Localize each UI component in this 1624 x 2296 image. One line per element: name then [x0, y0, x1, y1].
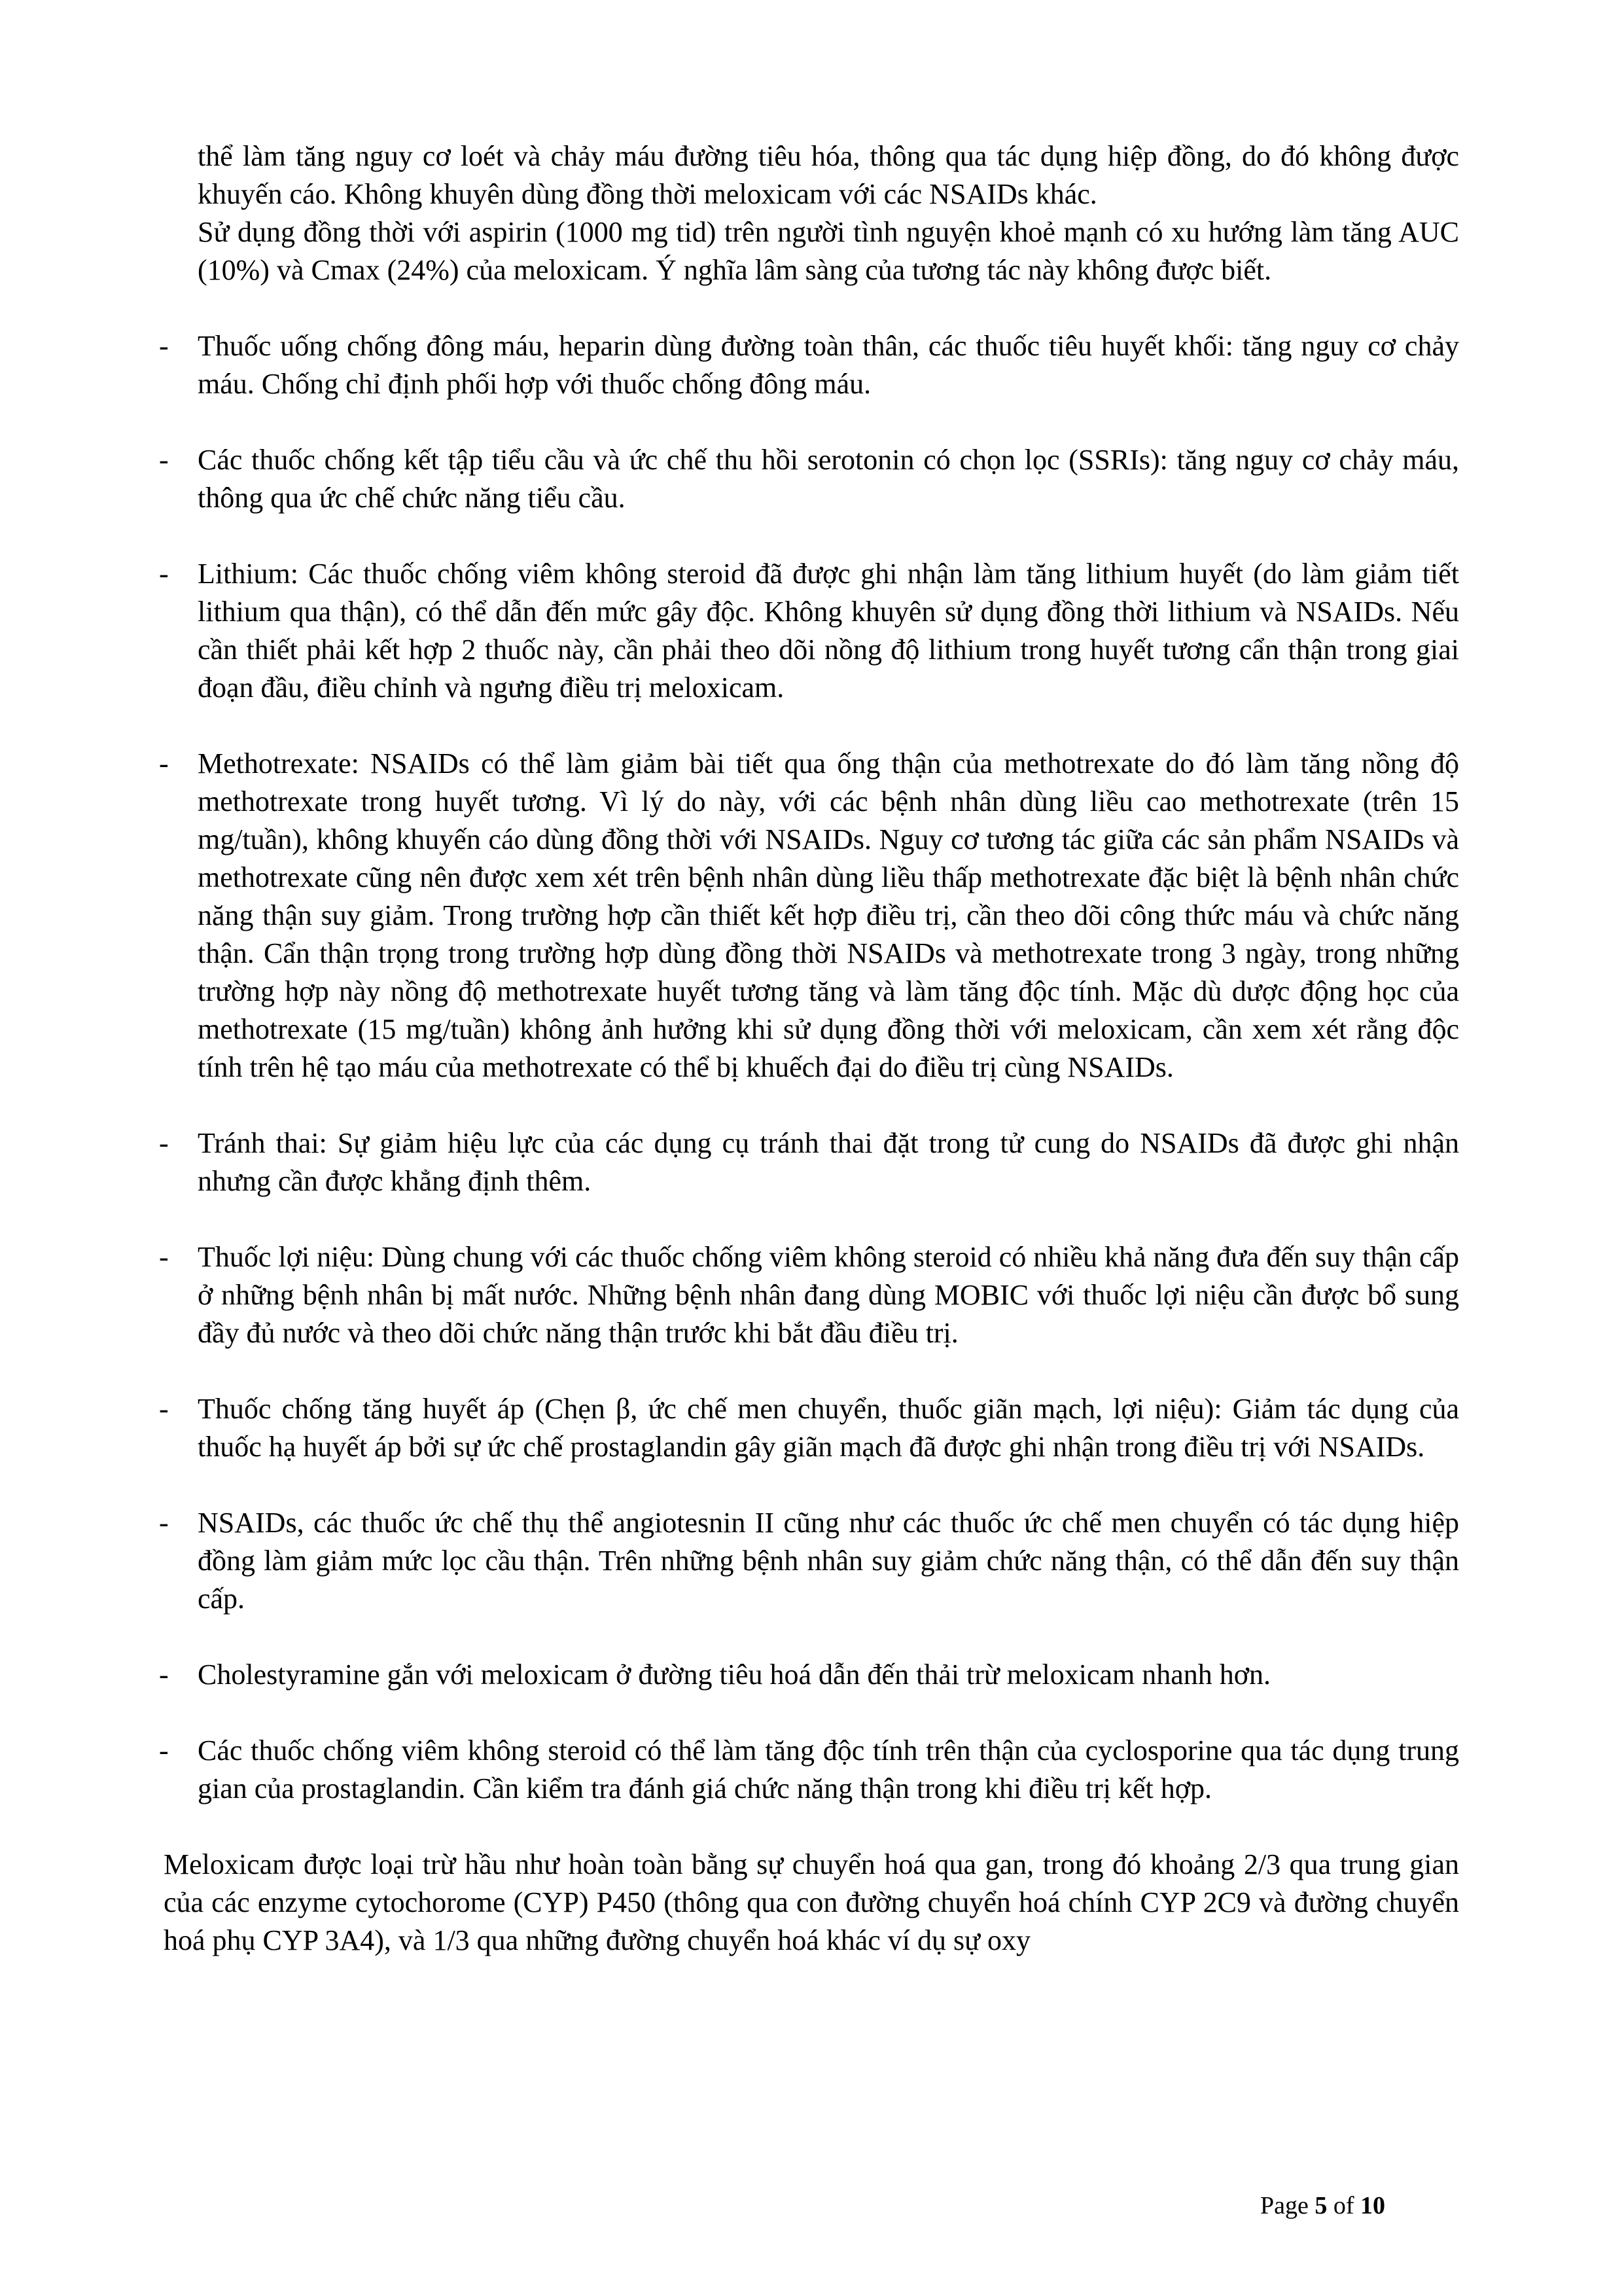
list-dash: -: [159, 330, 169, 362]
list-item: [159, 441, 1459, 517]
list-dash: -: [159, 1507, 169, 1539]
total-pages-number: 10: [1360, 2192, 1385, 2219]
list-item: [159, 1504, 1459, 1618]
list-item: [159, 327, 1459, 403]
list-item-text: Tránh thai: Sự giảm hiệu lực của các dụng cụ tránh thai đặt trong tử cung do NSAIDs đã được ghi nhận nhưng cần được khẳng định thêm.: [198, 1127, 1459, 1197]
list-dash: -: [159, 558, 169, 590]
list-item-text: Thuốc lợi niệu: Dùng chung với các thuốc chống viêm không steroid có nhiều khả năng đưa đến suy thận cấp ở những bệnh nhân bị mất nước. Những bệnh nhân đang dùng MOBIC với thuốc lợi niệu cần được bổ sung đầy đủ nước và theo dõi chức năng thận trước khi bắt đầu điều trị.: [198, 1241, 1459, 1349]
list-item: [159, 555, 1459, 707]
list-item-text: Thuốc chống tăng huyết áp (Chẹn β, ức chế men chuyển, thuốc giãn mạch, lợi niệu): Giảm tác dụng của thuốc hạ huyết áp bởi sự ức chế prostaglandin gây giãn mạch đã được ghi nhận trong điều trị với NSAIDs.: [198, 1393, 1459, 1463]
list-item: [159, 1656, 1459, 1694]
page-word: Page: [1260, 2192, 1309, 2219]
list-item-text: Thuốc uống chống đông máu, heparin dùng đường toàn thân, các thuốc tiêu huyết khối: tăng nguy cơ chảy máu. Chống chỉ định phối hợp với thuốc chống đông máu.: [198, 330, 1459, 400]
list-item-text: Các thuốc chống kết tập tiểu cầu và ức chế thu hồi serotonin có chọn lọc (SSRIs): tăng nguy cơ chảy máu, thông qua ức chế chức năng tiểu cầu.: [198, 444, 1459, 514]
intro-block: [198, 137, 1459, 289]
list-dash: -: [159, 1241, 169, 1273]
list-dash: -: [159, 1393, 169, 1425]
list-item: [159, 1124, 1459, 1200]
list-item-text: Lithium: Các thuốc chống viêm không steroid đã được ghi nhận làm tăng lithium huyết (do làm giảm tiết lithium qua thận), có thể dẫn đến mức gây độc. Không khuyên sử dụng đồng thời lithium và NSAIDs. Nếu cần thiết phải kết hợp 2 thuốc này, cần phải theo dõi nồng độ lithium trong huyết tương cẩn thận trong giai đoạn đầu, điều chỉnh và ngưng điều trị meloxicam.: [198, 558, 1459, 704]
list-dash: -: [159, 747, 169, 780]
interaction-list: [159, 327, 1459, 1808]
list-dash: -: [159, 1127, 169, 1159]
intro-paragraph-2: Sử dụng đồng thời với aspirin (1000 mg tid) trên người tình nguyện khoẻ mạnh có xu hướng làm tăng AUC (10%) và Cmax (24%) của meloxicam. Ý nghĩa lâm sàng của tương tác này không được biết.: [198, 216, 1459, 286]
list-item: [159, 1238, 1459, 1352]
current-page-number: 5: [1315, 2192, 1328, 2219]
intro-paragraph-1: thể làm tăng nguy cơ loét và chảy máu đường tiêu hóa, thông qua tác dụng hiệp đồng, do đó không được khuyến cáo. Không khuyên dùng đồng thời meloxicam với các NSAIDs khác.: [198, 140, 1459, 210]
document-body: [159, 137, 1459, 1960]
list-item: [159, 1390, 1459, 1466]
list-dash: -: [159, 1659, 169, 1691]
list-item-text: Các thuốc chống viêm không steroid có thể làm tăng độc tính trên thận của cyclosporine qua tác dụng trung gian của prostaglandin. Cần kiểm tra đánh giá chức năng thận trong khi điều trị kết hợp.: [198, 1734, 1459, 1804]
list-dash: -: [159, 444, 169, 476]
of-word: of: [1333, 2192, 1354, 2219]
closing-paragraph: Meloxicam được loại trừ hầu như hoàn toàn bằng sự chuyển hoá qua gan, trong đó khoảng 2/3 qua trung gian của các enzyme cytochorome (CYP) P450 (thông qua con đường chuyển hoá chính CYP 2C9 và đường chuyển hoá phụ CYP 3A4), và 1/3 qua những đường chuyển hoá khác ví dụ sự oxy: [164, 1848, 1459, 1956]
list-item-text: Methotrexate: NSAIDs có thể làm giảm bài tiết qua ống thận của methotrexate do đó làm tăng nồng độ methotrexate trong huyết tương. Vì lý do này, với các bệnh nhân dùng liều cao methotrexate (trên 15 mg/tuần), không khuyến cáo dùng đồng thời với NSAIDs. Nguy cơ tương tác giữa các sản phẩm NSAIDs và methotrexate cũng nên được xem xét trên bệnh nhân dùng liều thấp methotrexate đặc biệt là bệnh nhân chức năng thận suy giảm. Trong trường hợp cần thiết kết hợp điều trị, cần theo dõi công thức máu và chức năng thận. Cẩn thận trọng trong trường hợp dùng đồng thời NSAIDs và methotrexate trong 3 ngày, trong những trường hợp này nồng độ methotrexate huyết tương tăng và làm tăng độc tính. Mặc dù dược động học của methotrexate (15 mg/tuần) không ảnh hưởng khi sử dụng đồng thời với meloxicam, cần xem xét rằng độc tính trên hệ tạo máu của methotrexate có thể bị khuếch đại do điều trị cùng NSAIDs.: [198, 747, 1459, 1083]
page-number-footer: [1260, 2191, 1385, 2220]
list-item-text: NSAIDs, các thuốc ức chế thụ thể angiotesnin II cũng như các thuốc ức chế men chuyển có tác dụng hiệp đồng làm giảm mức lọc cầu thận. Trên những bệnh nhân suy giảm chức năng thận, có thể dẫn đến suy thận cấp.: [198, 1507, 1459, 1615]
list-item: [159, 745, 1459, 1086]
list-dash: -: [159, 1734, 169, 1767]
list-item: [159, 1732, 1459, 1808]
list-item-text: Cholestyramine gắn với meloxicam ở đường tiêu hoá dẫn đến thải trừ meloxicam nhanh hơn.: [198, 1659, 1271, 1691]
